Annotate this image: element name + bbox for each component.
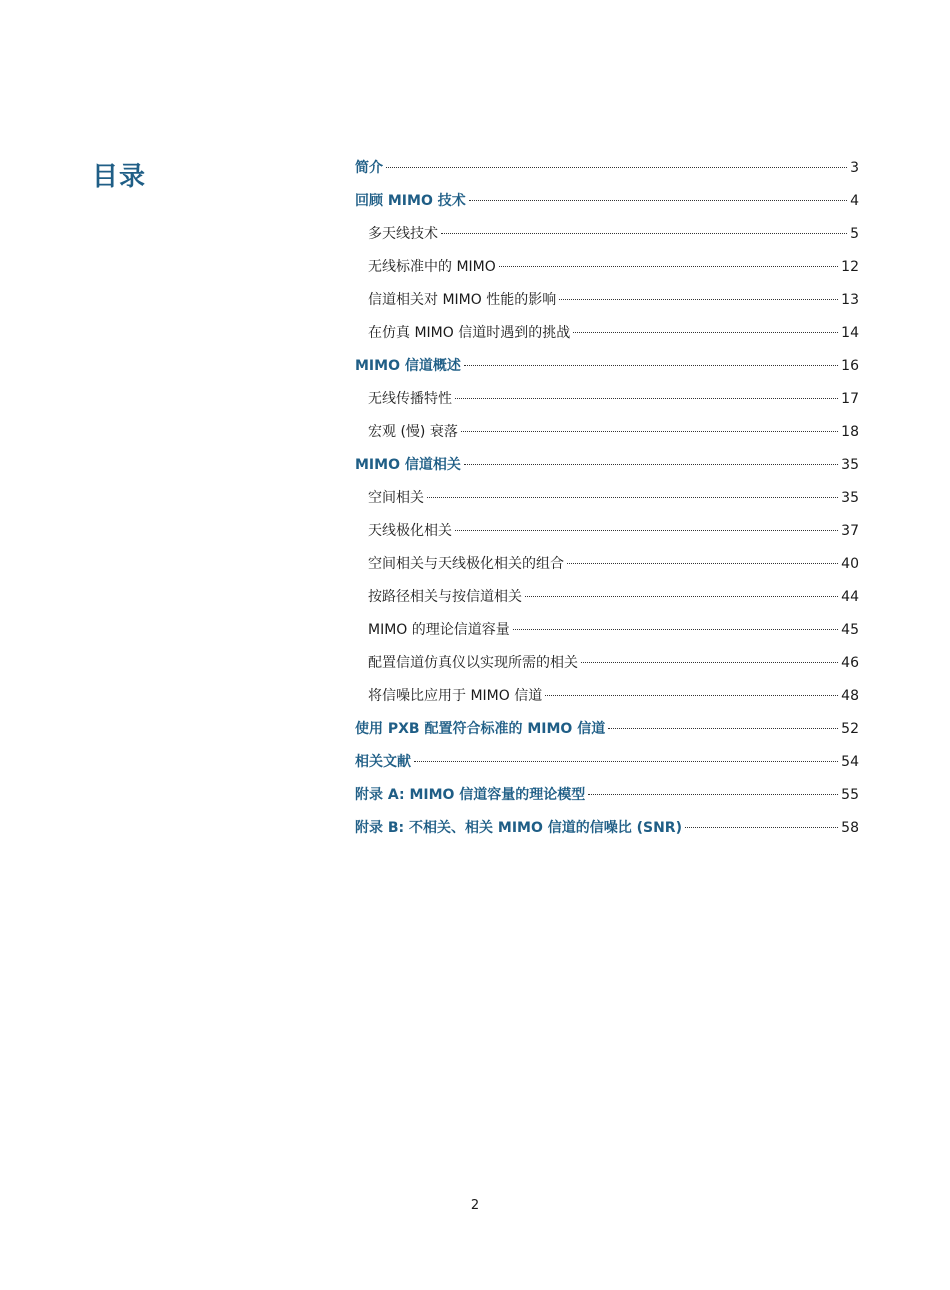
toc-entry-page: 14 [841,325,859,341]
toc-entry-section[interactable] [355,386,859,419]
toc-entry-page: 54 [841,754,859,770]
toc-entry-section[interactable] [355,287,859,320]
toc-entry-page: 16 [841,358,859,374]
toc-entry-title: 使用 PXB 配置符合标准的 MIMO 信道 [355,721,606,737]
table-of-contents [355,155,859,848]
toc-entry-section[interactable] [355,617,859,650]
dot-leader [525,596,838,597]
toc-entry-page: 4 [850,193,859,209]
dot-leader [455,398,838,399]
toc-entry-chapter[interactable] [355,782,859,815]
toc-entry-page: 18 [841,424,859,440]
toc-entry-chapter[interactable] [355,188,859,221]
dot-leader [685,827,838,828]
toc-entry-title: 简介 [355,160,383,176]
toc-entry-page: 37 [841,523,859,539]
toc-entry-page: 44 [841,589,859,605]
dot-leader [499,266,838,267]
toc-entry-page: 12 [841,259,859,275]
toc-entry-title: 回顾 MIMO 技术 [355,193,466,209]
dot-leader [464,464,838,465]
dot-leader [545,695,838,696]
toc-heading: 目录 [92,162,147,192]
toc-entry-section[interactable] [355,254,859,287]
dot-leader [461,431,838,432]
toc-entry-title: 配置信道仿真仪以实现所需的相关 [368,655,578,671]
toc-entry-page: 58 [841,820,859,836]
dot-leader [414,761,838,762]
toc-entry-page: 13 [841,292,859,308]
toc-entry-section[interactable] [355,650,859,683]
toc-entry-title: 无线传播特性 [368,391,452,407]
toc-entry-page: 48 [841,688,859,704]
dot-leader [386,167,847,168]
toc-entry-title: 多天线技术 [368,226,438,242]
toc-entry-page: 55 [841,787,859,803]
toc-entry-title: MIMO 的理论信道容量 [368,622,510,638]
toc-entry-section[interactable] [355,683,859,716]
dot-leader [455,530,838,531]
toc-entry-title: MIMO 信道概述 [355,358,461,374]
toc-entry-title: 附录 B: 不相关、相关 MIMO 信道的信噪比 (SNR) [355,820,682,836]
toc-entry-section[interactable] [355,320,859,353]
toc-entry-page: 3 [850,160,859,176]
toc-entry-title: 空间相关与天线极化相关的组合 [368,556,564,572]
dot-leader [567,563,838,564]
toc-entry-title: 无线标准中的 MIMO [368,259,496,275]
toc-entry-title: MIMO 信道相关 [355,457,461,473]
toc-entry-chapter[interactable] [355,353,859,386]
toc-entry-page: 52 [841,721,859,737]
dot-leader [573,332,838,333]
toc-entry-title: 宏观 (慢) 衰落 [368,424,458,440]
toc-entry-chapter[interactable] [355,716,859,749]
page-number: 2 [470,1198,480,1213]
toc-entry-section[interactable] [355,485,859,518]
toc-entry-chapter[interactable] [355,749,859,782]
toc-entry-title: 天线极化相关 [368,523,452,539]
dot-leader [608,728,838,729]
dot-leader [464,365,838,366]
toc-entry-chapter[interactable] [355,452,859,485]
toc-entry-title: 信道相关对 MIMO 性能的影响 [368,292,557,308]
dot-leader [588,794,838,795]
dot-leader [559,299,838,300]
toc-entry-title: 将信噪比应用于 MIMO 信道 [368,688,543,704]
dot-leader [513,629,838,630]
dot-leader [427,497,838,498]
dot-leader [581,662,838,663]
toc-entry-chapter[interactable] [355,815,859,848]
dot-leader [441,233,847,234]
toc-entry-page: 5 [850,226,859,242]
toc-entry-title: 空间相关 [368,490,424,506]
toc-entry-page: 35 [841,457,859,473]
toc-entry-title: 在仿真 MIMO 信道时遇到的挑战 [368,325,571,341]
toc-entry-page: 46 [841,655,859,671]
toc-entry-section[interactable] [355,584,859,617]
toc-entry-title: 相关文献 [355,754,411,770]
toc-entry-section[interactable] [355,221,859,254]
toc-entry-title: 按路径相关与按信道相关 [368,589,522,605]
toc-entry-section[interactable] [355,518,859,551]
toc-entry-title: 附录 A: MIMO 信道容量的理论模型 [355,787,586,803]
toc-entry-section[interactable] [355,419,859,452]
toc-entry-page: 45 [841,622,859,638]
dot-leader [469,200,847,201]
toc-entry-chapter[interactable] [355,155,859,188]
toc-entry-page: 40 [841,556,859,572]
toc-entry-section[interactable] [355,551,859,584]
toc-entry-page: 35 [841,490,859,506]
toc-entry-page: 17 [841,391,859,407]
